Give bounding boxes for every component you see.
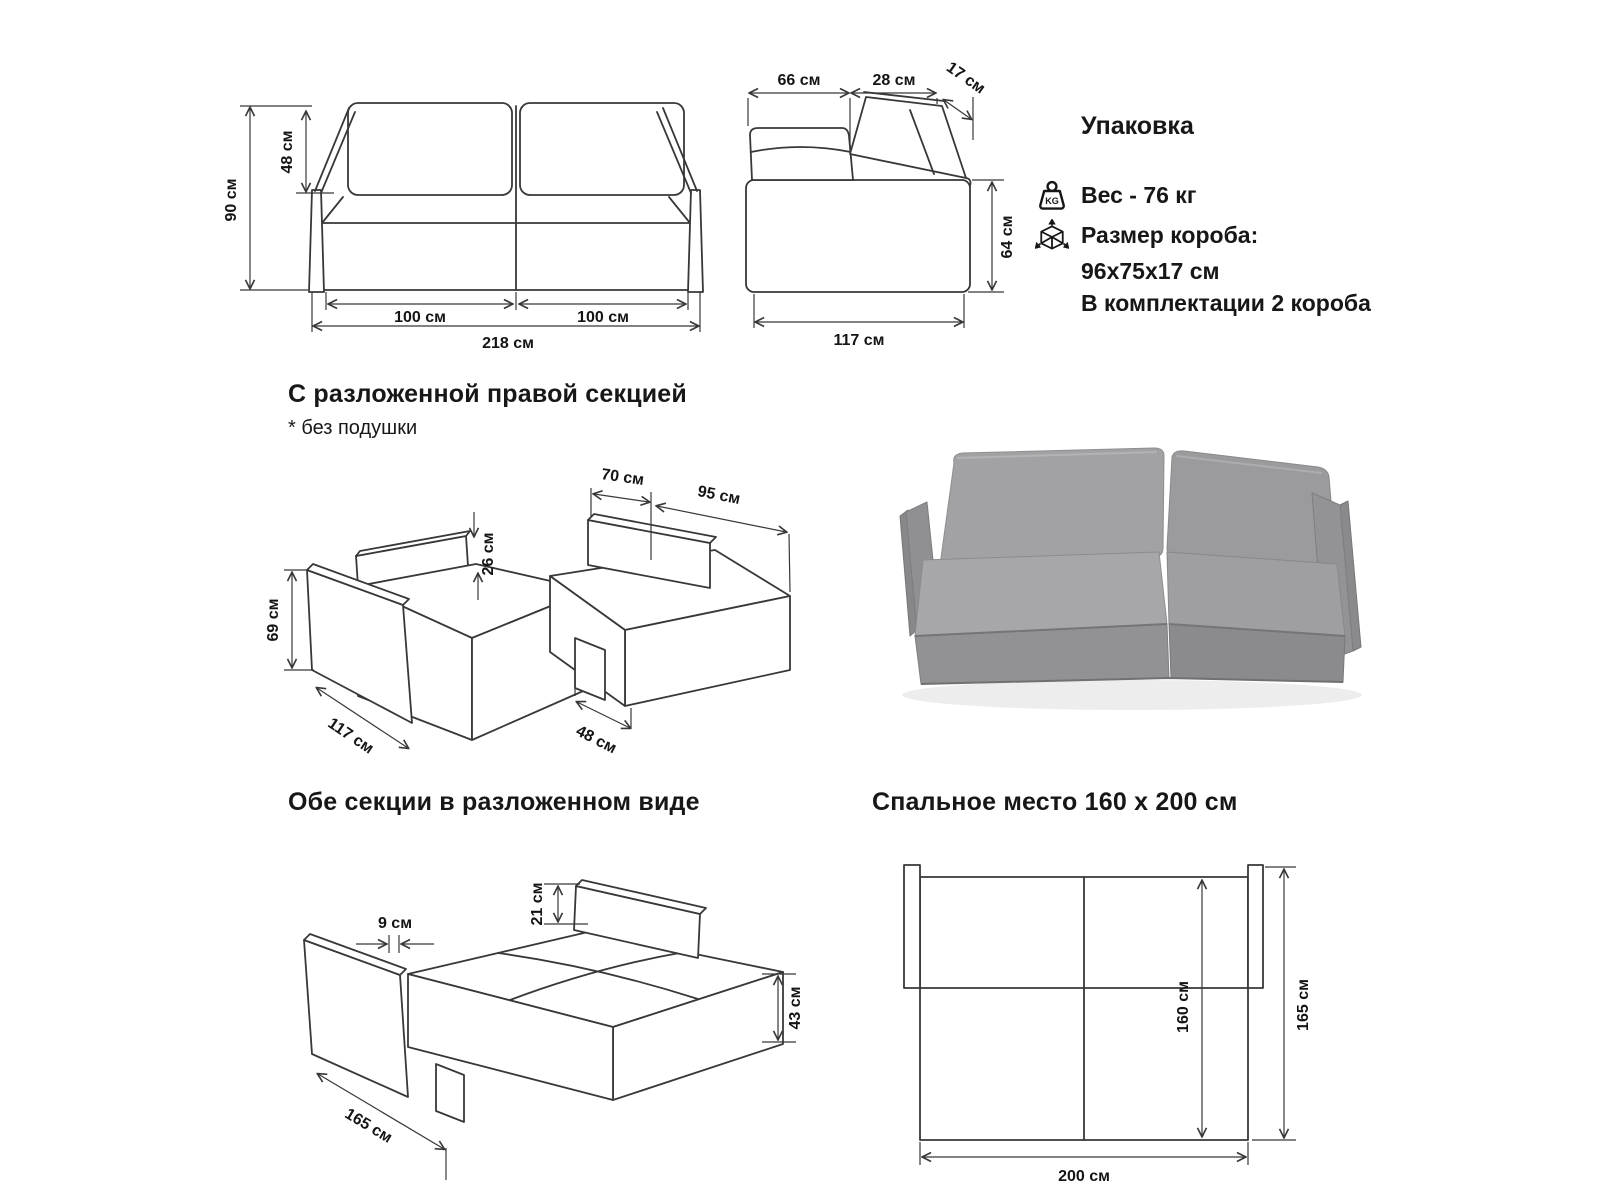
packaging-weight: Вес - 76 кг <box>1081 182 1197 208</box>
packaging-weight-row <box>1035 179 1475 213</box>
dim-back-width: 70 см <box>600 466 646 489</box>
box-dimensions-icon <box>1035 219 1069 255</box>
dim-height: 90 см <box>223 178 240 222</box>
dim-section-left: 100 см <box>394 309 446 326</box>
dim-outer-width: 165 см <box>1295 979 1312 1031</box>
sofa-photo <box>820 395 1380 725</box>
dim-gap: 9 см <box>377 915 413 932</box>
packaging-box-size: 96х75х17 см <box>1081 258 1220 284</box>
packaging-box-size-label: Размер короба: <box>1081 222 1259 248</box>
packaging-box-row <box>1035 219 1475 255</box>
dim-section-depth: 165 см <box>341 1105 395 1147</box>
dim-backrest-small: 26 см <box>480 532 497 576</box>
sofa-shadow <box>902 680 1362 710</box>
unfolded-both-drawing <box>258 832 808 1192</box>
dim-armrest-height: 69 см <box>265 598 282 642</box>
packaging-box-note: В комплектации 2 короба <box>1081 290 1371 317</box>
front-view-drawing <box>200 60 760 360</box>
dim-body-height: 64 см <box>999 215 1016 259</box>
unfolded-right-outline <box>307 514 790 740</box>
dim-seat-depth: 66 см <box>777 72 821 89</box>
dim-section-depth: 117 см <box>324 714 377 758</box>
dim-length: 200 см <box>1058 1168 1110 1185</box>
kg-weight-icon <box>1035 179 1069 213</box>
dim-bed-height: 43 см <box>787 986 804 1030</box>
sofa-body <box>900 448 1361 684</box>
packaging-section <box>1035 112 1475 319</box>
sofa-front-outline <box>309 103 703 292</box>
unfolded-both-title: Обе секции в разложенном виде <box>288 788 700 816</box>
sleeping-area-title: Спальное место 160 х 200 см <box>872 788 1238 816</box>
sofa-side-outline <box>746 92 971 292</box>
dim-backrest-thickness: 17 см <box>943 59 989 98</box>
dim-leg-gap: 48 см <box>573 722 620 758</box>
kg-icon-label: KG <box>1045 196 1059 206</box>
unfolded-right-header <box>288 380 687 440</box>
unfolded-right-title: С разложенной правой секцией <box>288 380 687 408</box>
dim-section-right: 100 см <box>577 309 629 326</box>
dim-backrest-small: 21 см <box>529 882 546 926</box>
unfolded-right-drawing <box>260 448 800 778</box>
sleeping-area-outline <box>904 865 1263 1140</box>
sleeping-area-drawing <box>862 835 1332 1185</box>
dim-total-depth: 117 см <box>833 332 885 349</box>
dim-backrest-top: 28 см <box>872 72 916 89</box>
dim-total-width: 218 см <box>482 335 534 352</box>
dim-backrest-height: 48 см <box>279 130 296 174</box>
packaging-title: Упаковка <box>1081 112 1194 140</box>
dim-bed-length: 95 см <box>696 483 742 509</box>
dim-inner-width: 160 см <box>1175 981 1192 1033</box>
unfolded-right-note: * без подушки <box>288 417 418 439</box>
side-view-drawing <box>720 40 1030 360</box>
